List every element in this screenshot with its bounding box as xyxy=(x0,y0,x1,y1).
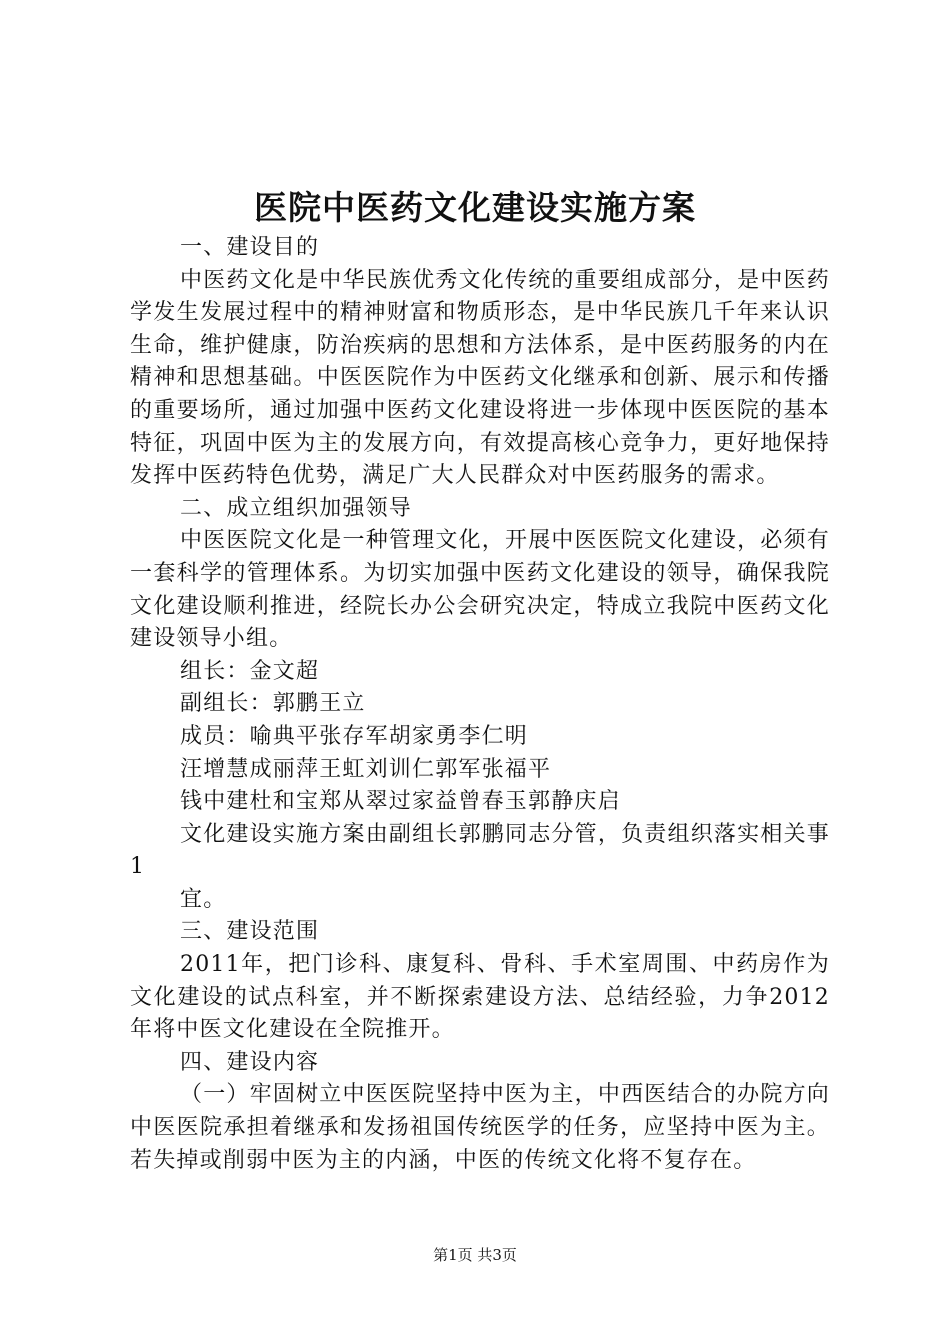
heading-section-2: 二、成立组织加强领导 xyxy=(180,495,413,521)
paragraph-purpose: 中医药文化是中华民族优秀文化传统的重要组成部分，是中医药学发生发展过程中的精神财富和物质形态，是中华民族几千年来认识生命，维护健康，防治疾病的思想和方法体系，是中医药服务的内在精神和思想基础。中医医院作为中医药文化继承和创新、展示和传播的重要场所，通过加强中医药文化建设将进一步体现中医医院的基本特征，巩固中医为主的发展方向，有效提高核心竞争力，更好地保持发挥中医药特色优势，满足广大人民群众对中医药服务的需求。 xyxy=(130,267,830,489)
paragraph-content-1: （一）牢固树立中医医院坚持中医为主，中西医结合的办院方向中医医院承担着继承和发扬祖国传统医学的任务，应坚持中医为主。若失掉或削弱中医为主的内涵，中医的传统文化将不复存在。 xyxy=(130,1082,830,1173)
heading-section-3: 三、建设范围 xyxy=(180,919,320,945)
document-body xyxy=(130,232,830,1177)
paragraph-organization: 中医医院文化是一种管理文化，开展中医医院文化建设，必须有一套科学的管理体系。为切实加强中医药文化建设的领导，确保我院文化建设顺利推进，经院长办公会研究决定，特成立我院中医药文化建设领导小组。 xyxy=(130,528,830,652)
members-line-1: 成员：喻典平张存军胡家勇李仁明 xyxy=(180,723,529,749)
page-footer: 第1页 共3页 xyxy=(433,1246,517,1264)
paragraph-responsibility: 文化建设实施方案由副组长郭鹏同志分管，负责组织落实相关事1 xyxy=(130,821,830,880)
members-line-2: 汪增慧成丽萍王虹刘训仁郭军张福平 xyxy=(180,756,552,782)
paragraph-scope: 2011年，把门诊科、康复科、骨科、手术室周围、中药房作为文化建设的试点科室，并不断探索建设方法、总结经验，力争2012年将中医文化建设在全院推开。 xyxy=(130,952,830,1043)
members-line-3: 钱中建杜和宝郑从翠过家益曾春玉郭静庆启 xyxy=(180,789,621,815)
group-leader-line: 组长：金文超 xyxy=(180,658,320,684)
document-title: 医院中医药文化建设实施方案 xyxy=(254,188,696,227)
paragraph-responsibility-cont: 宜。 xyxy=(180,886,227,912)
heading-section-4: 四、建设内容 xyxy=(180,1049,320,1075)
deputy-leader-line: 副组长：郭鹏王立 xyxy=(180,691,366,717)
heading-section-1: 一、建设目的 xyxy=(180,235,320,260)
